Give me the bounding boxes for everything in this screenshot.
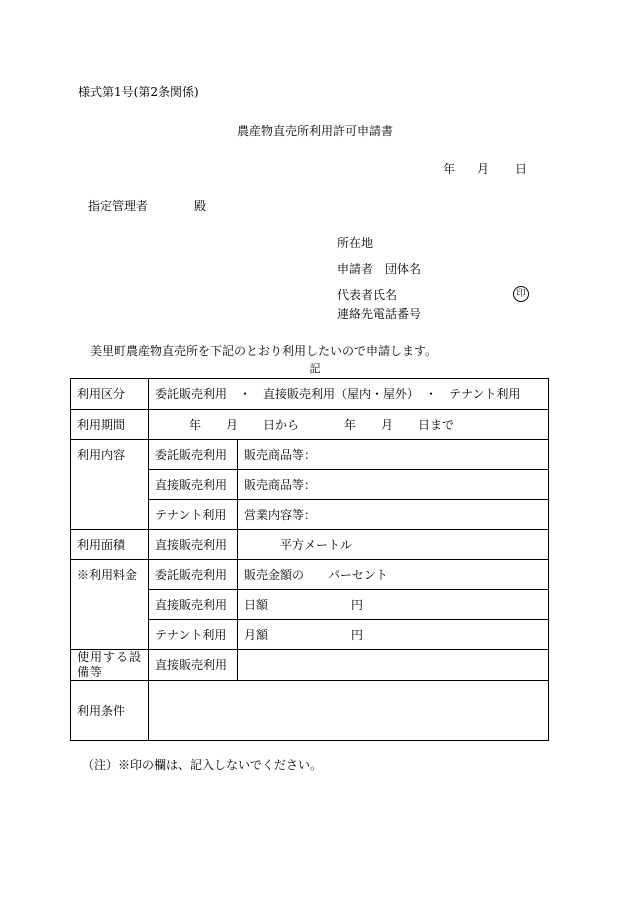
content-detail-consignment[interactable]: 販売商品等：	[238, 440, 549, 470]
conditions-label: 利用条件	[71, 681, 149, 741]
period-until: 日まで	[418, 417, 455, 432]
fee-type-consignment: 委託販売利用	[149, 560, 238, 590]
applicant-address-label: 所在地	[337, 236, 374, 250]
addressee	[88, 199, 206, 213]
table-row	[71, 379, 549, 410]
fee-type-tenant: テナント利用	[149, 620, 238, 650]
table-row	[71, 560, 549, 590]
period-from: 日から	[263, 417, 300, 432]
table-row	[71, 440, 549, 470]
table-row	[71, 681, 549, 741]
fee-suffix: パーセント	[328, 567, 388, 582]
ki-heading: 記	[309, 362, 321, 375]
fee-field-consignment[interactable]	[238, 560, 549, 590]
table-row	[71, 530, 549, 560]
area-type: 直接販売利用	[149, 530, 238, 560]
seal-mark: 印	[513, 286, 529, 302]
footnote: （注）※印の欄は、記入しないでください。	[82, 758, 323, 772]
area-field[interactable]: 平方メートル	[238, 530, 549, 560]
area-label: 利用面積	[71, 530, 149, 560]
application-table	[70, 378, 549, 741]
period-year-1: 年	[189, 417, 202, 432]
equipment-field[interactable]	[238, 650, 549, 681]
period-month-1: 月	[226, 417, 239, 432]
fee-field-direct[interactable]	[238, 590, 549, 620]
category-options[interactable]: 委託販売利用 ・ 直接販売利用（屋内・屋外） ・ テナント利用	[149, 379, 549, 410]
content-type-tenant: テナント利用	[149, 500, 238, 530]
fee-prefix: 月額	[244, 627, 269, 642]
conditions-field[interactable]	[149, 681, 549, 741]
content-detail-direct[interactable]: 販売商品等：	[238, 470, 549, 500]
period-label: 利用期間	[71, 410, 149, 440]
period-month-2: 月	[381, 417, 394, 432]
fee-label: ※利用料金	[71, 560, 149, 650]
addressee-honorific: 殿	[194, 199, 207, 213]
content-detail-tenant[interactable]: 営業内容等：	[238, 500, 549, 530]
period-field[interactable]	[149, 410, 549, 440]
date-line	[443, 162, 527, 176]
equipment-label: 使用する設備等	[71, 650, 149, 681]
representative-label: 代表者氏名	[337, 288, 398, 302]
applicant-group-line	[337, 262, 421, 276]
intro-text: 美里町農産物直売所を下記のとおり利用したいので申請します。	[90, 344, 438, 358]
group-name-label: 団体名	[385, 262, 422, 276]
content-type-direct: 直接販売利用	[149, 470, 238, 500]
content-label: 利用内容	[71, 440, 149, 530]
addressee-label: 指定管理者	[88, 199, 149, 213]
form-number: 様式第1号(第2条関係)	[78, 85, 199, 99]
content-type-consignment: 委託販売利用	[149, 440, 238, 470]
fee-type-direct: 直接販売利用	[149, 590, 238, 620]
phone-label: 連絡先電話番号	[337, 307, 422, 321]
applicant-label: 申請者	[337, 262, 374, 276]
fee-suffix: 円	[351, 597, 364, 612]
category-label: 利用区分	[71, 379, 149, 410]
fee-prefix: 日額	[244, 597, 269, 612]
equipment-type: 直接販売利用	[149, 650, 238, 681]
fee-prefix: 販売金額の	[244, 567, 305, 582]
date-year: 年	[443, 162, 456, 176]
table-row	[71, 650, 549, 681]
document-title: 農産物直売所利用許可申請書	[236, 124, 393, 138]
fee-suffix: 円	[351, 627, 364, 642]
fee-field-tenant[interactable]	[238, 620, 549, 650]
date-day: 日	[515, 162, 528, 176]
table-row	[71, 410, 549, 440]
date-month: 月	[477, 162, 490, 176]
period-year-2: 年	[344, 417, 357, 432]
